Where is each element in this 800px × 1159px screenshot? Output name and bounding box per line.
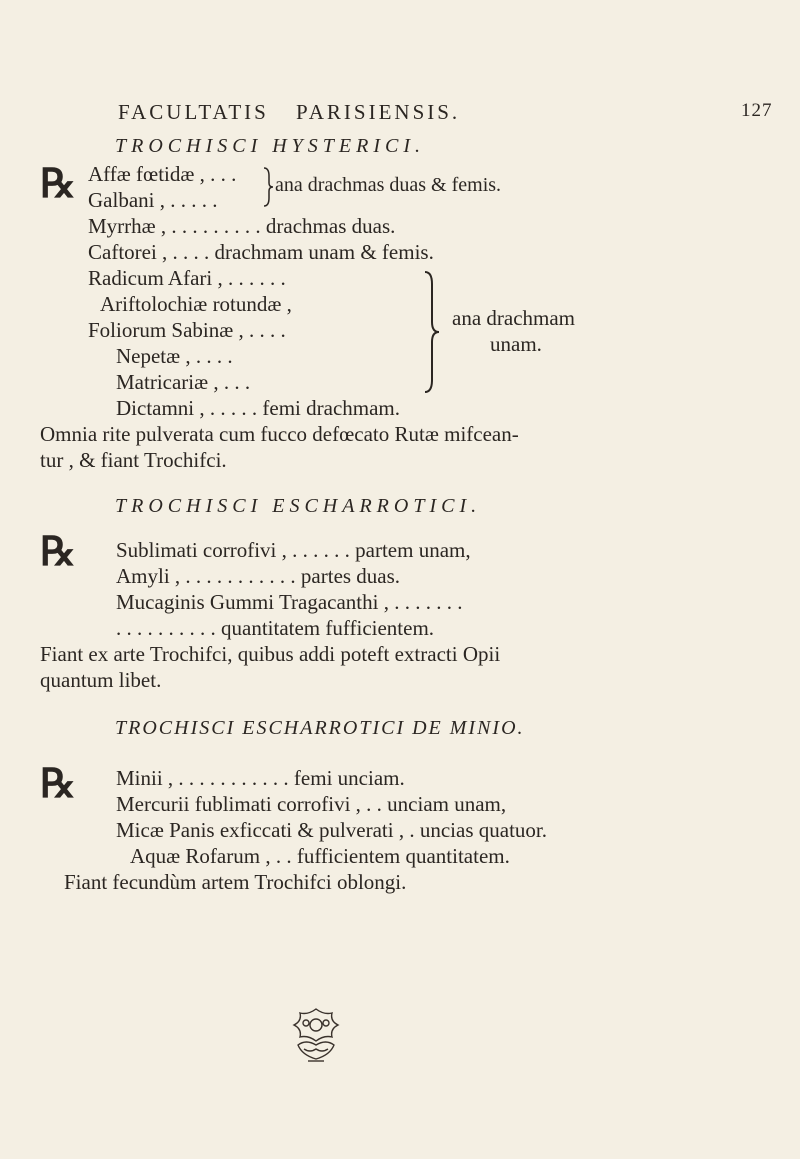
directions-line: Fiant ex arte Trochifci, quibus addi poteft extracti Opii: [40, 642, 501, 666]
ingredient-line: Amyli , . . . . . . . . . . . partes duas.: [116, 564, 401, 588]
header-right-title: PARISIENSIS.: [296, 100, 461, 124]
ingredient-line: . . . . . . . . . . quantitatem fufficientem.: [116, 616, 435, 640]
section-title-escharrotici: TROCHISCI ESCHARROTICI.: [115, 495, 482, 517]
brace-small: [262, 166, 274, 208]
ingredient-line: Aquæ Rofarum , . . fufficientem quantitatem.: [130, 844, 510, 868]
directions-line: Omnia rite pulverata cum fucco defœcato Rutæ mifcean-: [40, 422, 519, 446]
ingredient-line: Galbani , . . . . .: [88, 188, 218, 212]
printers-ornament-icon: [286, 1005, 346, 1065]
recipe-symbol: ℞: [40, 529, 72, 574]
ingredient-line: Minii , . . . . . . . . . . . femi unciam.: [116, 766, 405, 790]
ingredient-line: Affæ fœtidæ , . . .: [88, 162, 237, 186]
ingredient-line: Myrrhæ , . . . . . . . . . drachmas duas.: [88, 214, 396, 238]
ingredient-line: Matricariæ , . . .: [116, 370, 251, 394]
brace-text: unam.: [490, 332, 542, 356]
directions-line: Fiant fecundùm artem Trochifci oblongi.: [64, 870, 407, 894]
ingredient-line: Ariftolochiæ rotundæ ,: [100, 292, 292, 316]
ingredient-line: Nepetæ , . . . .: [116, 344, 233, 368]
section-title-de-minio: TROCHISCI ESCHARROTICI DE MINIO.: [115, 717, 525, 739]
ingredient-line: Foliorum Sabinæ , . . . .: [88, 318, 286, 342]
ingredient-line: Mucaginis Gummi Tragacanthi , . . . . . . .: [116, 590, 463, 614]
brace-large: [422, 270, 442, 394]
ingredient-line: Dictamni , . . . . . femi drachmam.: [116, 396, 401, 420]
recipe-symbol: ℞: [40, 161, 72, 206]
ingredient-right: ana drachmas duas & femis.: [275, 174, 502, 196]
ingredient-line: Radicum Afari , . . . . . .: [88, 266, 286, 290]
header-left-title: FACULTATIS: [118, 100, 269, 124]
page-number: 127: [741, 100, 773, 121]
section-title-hysterici: TROCHISCI HYSTERICI.: [115, 135, 426, 157]
brace-text: ana drachmam: [452, 306, 576, 330]
ingredient-line: Micæ Panis exficcati & pulverati , . uncias quatuor.: [116, 818, 547, 842]
directions-line: quantum libet.: [40, 668, 162, 692]
ingredient-line: Caftorei , . . . . drachmam unam & femis.: [88, 240, 434, 264]
ingredient-line: Mercurii fublimati corrofivi , . . unciam unam,: [116, 792, 507, 816]
recipe-symbol: ℞: [40, 761, 72, 806]
directions-line: tur , & fiant Trochifci.: [40, 448, 227, 472]
ingredient-line: Sublimati corrofivi , . . . . . . partem unam,: [116, 538, 471, 562]
